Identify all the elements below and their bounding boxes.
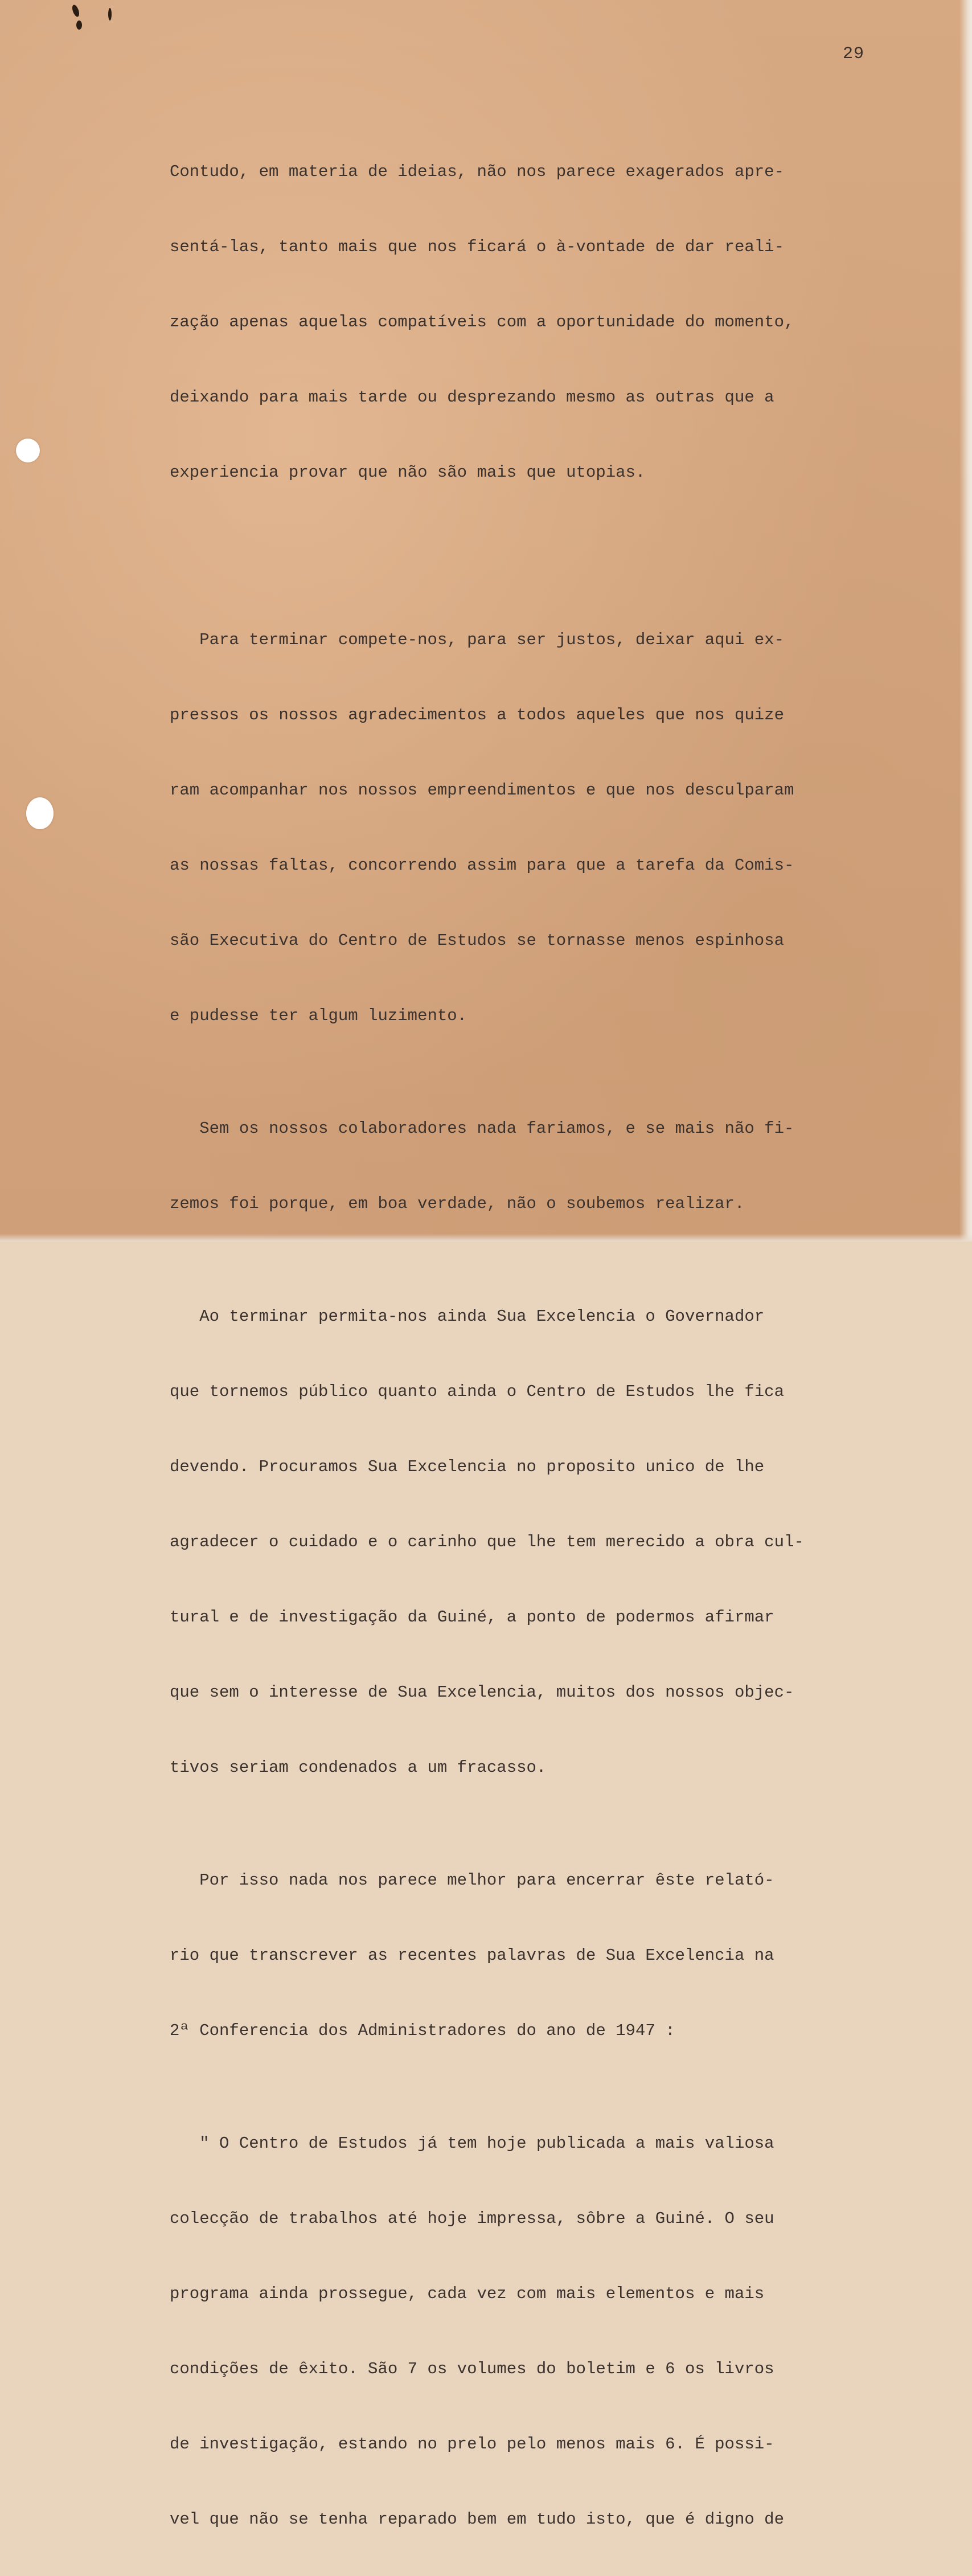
text-line: Por isso nada nos parece melhor para encerrar êste relató-	[170, 1871, 774, 1890]
text-line: colecção de trabalhos até hoje impressa, sôbre a Guiné. O seu	[170, 2209, 774, 2228]
text-line: devendo. Procuramos Sua Excelencia no proposito unico de lhe	[170, 1457, 765, 1476]
text-line: programa ainda prossegue, cada vez com mais elementos e mais	[170, 2284, 765, 2303]
text-line: experiencia provar que não são mais que utopias.	[170, 463, 646, 482]
text-line: que tornemos público quanto ainda o Centro de Estudos lhe fica	[170, 1382, 784, 1401]
text-line: " O Centro de Estudos já tem hoje publicada a mais valiosa	[170, 2134, 774, 2153]
text-line: tivos seriam condenados a um fracasso.	[170, 1758, 547, 1777]
paper-edge-right	[959, 0, 972, 1242]
text-line: de investigação, estando no prelo pelo menos mais 6. É possi-	[170, 2435, 774, 2454]
text-line: Contudo, em materia de ideias, não nos parece exagerados apre-	[170, 162, 784, 181]
text-line: as nossas faltas, concorrendo assim para que a tarefa da Comis-	[170, 856, 794, 875]
punch-hole-bottom	[26, 797, 54, 829]
text-line: vel que não se tenha reparado bem em tudo isto, que é digno de	[170, 2510, 784, 2529]
text-line: ram acompanhar nos nossos empreendimentos e que nos desculparam	[170, 781, 794, 800]
text-line: e pudesse ter algum luzimento.	[170, 1006, 467, 1025]
text-line: sentá-las, tanto mais que nos ficará o à-vontade de dar reali-	[170, 237, 784, 256]
text-line: Para terminar compete-nos, para ser justos, deixar aqui ex-	[170, 630, 784, 649]
text-line: Ao terminar permita-nos ainda Sua Excelencia o Governador	[170, 1307, 765, 1326]
text-line: deixando para mais tarde ou desprezando mesmo as outras que a	[170, 388, 774, 407]
text-line: condições de êxito. São 7 os volumes do boletim e 6 os livros	[170, 2360, 774, 2378]
paragraph-gap	[170, 529, 910, 546]
text-line: rio que transcrever as recentes palavras de Sua Excelencia na	[170, 1946, 774, 1965]
punch-hole-top	[16, 439, 40, 462]
text-line: zação apenas aquelas compatíveis com a oportunidade do momento,	[170, 313, 794, 331]
ink-stain	[76, 21, 82, 30]
typed-text-body	[170, 97, 910, 2576]
text-line: agradecer o cuidado e o carinho que lhe tem merecido a obra cul-	[170, 1533, 804, 1551]
text-line: zemos foi porque, em boa verdade, não o soubemos realizar.	[170, 1194, 745, 1213]
text-line: são Executiva do Centro de Estudos se tornasse menos espinhosa	[170, 931, 784, 950]
page-number: 29	[843, 44, 865, 64]
text-line: Sem os nossos colaboradores nada fariamos, e se mais não fi-	[170, 1119, 794, 1138]
text-line: 2ª Conferencia dos Administradores do ano de 1947 :	[170, 2021, 675, 2040]
text-line: que sem o interesse de Sua Excelencia, muitos dos nossos objec-	[170, 1683, 794, 1702]
ink-stain	[108, 8, 112, 21]
text-line: pressos os nossos agradecimentos a todos aqueles que nos quize	[170, 706, 784, 724]
ink-stain	[71, 4, 81, 18]
text-line: tural e de investigação da Guiné, a ponto de podermos afirmar	[170, 1608, 774, 1627]
